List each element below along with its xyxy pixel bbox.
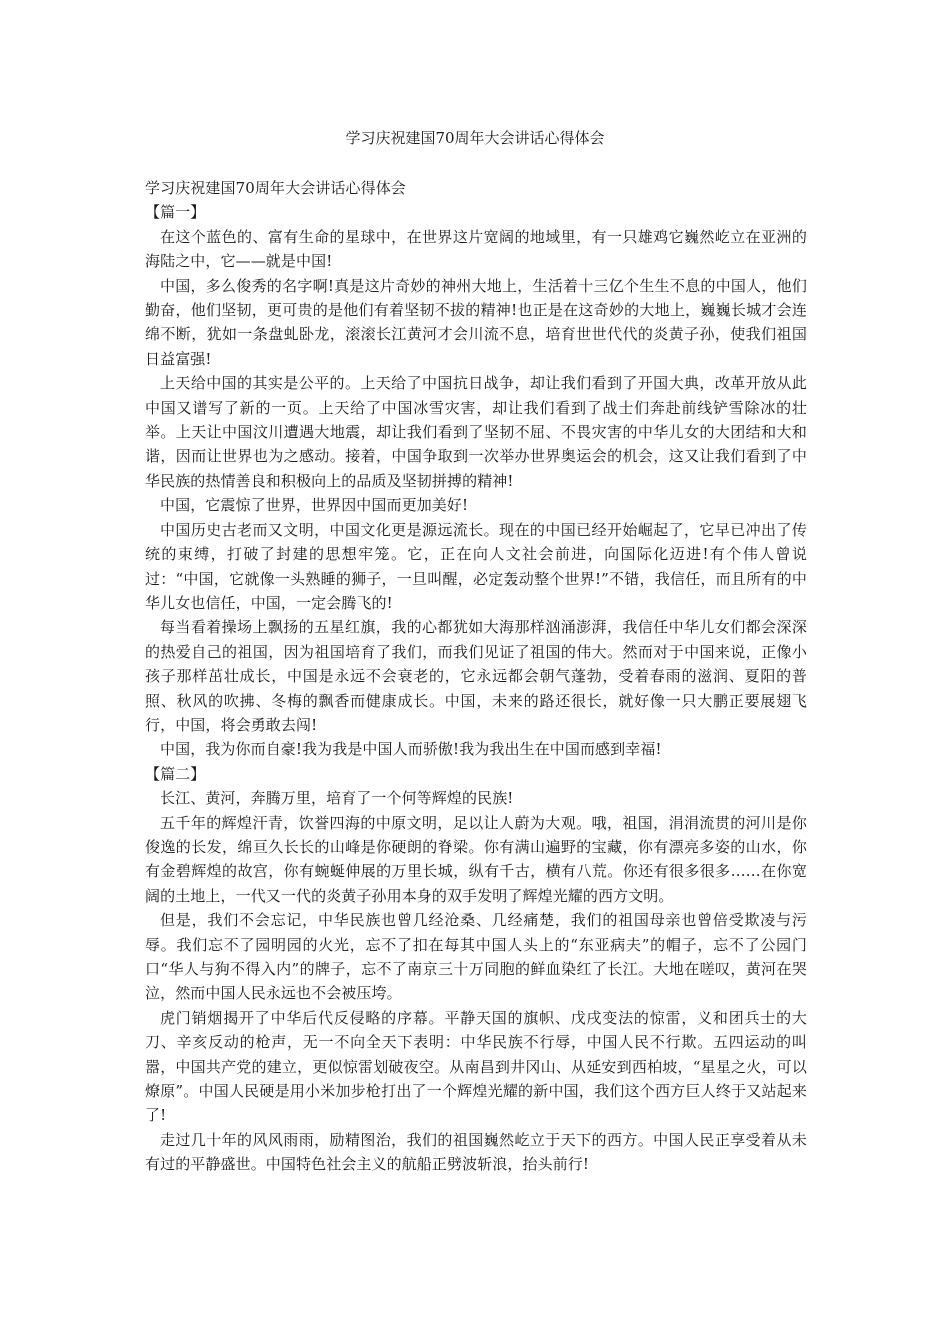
- paragraph: 中国，我为你而自豪!我为我是中国人而骄傲!我为我出生在中国而感到幸福!: [160, 740, 662, 759]
- document-title: 学习庆祝建国70周年大会讲话心得体会: [345, 129, 605, 147]
- document-body: [145, 176, 807, 1177]
- document-subtitle: 学习庆祝建国70周年大会讲话心得体会: [145, 179, 406, 197]
- paragraph: 每当看着操场上飘扬的五星红旗，我的心都犹如大海那样汹涌澎湃，我信任中华儿女们都会深深的热爱自己的祖国，因为祖国培育了我们，而我们见证了祖国的伟大。然而对于中国来说，正像小孩子那样茁壮成长，中国是永远不会衰老的，它永远都会朝气蓬勃，受着春雨的滋润、夏阳的普照、秋风的吹拂、冬梅的飘香而健康成长。中国，未来的路还很长，就好像一只大鹏正要展翅飞行，中国，将会勇敢去闯!: [145, 618, 807, 734]
- paragraph: 中国历史古老而又文明，中国文化更是源远流长。现在的中国已经开始崛起了，它早已冲出了传统的束缚，打破了封建的思想牢笼。它，正在向人文社会前进，向国际化迈进!有个伟人曾说过：“中国，它就像一头熟睡的狮子，一旦叫醒，必定轰动整个世界!”不错，我信任，而且所有的中华儿女也信任，中国，一定会腾飞的!: [145, 520, 807, 612]
- paragraph: 上天给中国的其实是公平的。上天给了中国抗日战争，却让我们看到了开国大典，改革开放从此中国又谱写了新的一页。上天给了中国冰雪灾害，却让我们看到了战士们奔赴前线铲雪除冰的壮举。上天让中国汶川遭遇大地震，却让我们看到了坚韧不屈、不畏灾害的中华儿女的大团结和大和谐，因而让世界也为之感动。接着，中国争取到一次举办世界奥运会的机会，这又让我们看到了中华民族的热情善良和积极向上的品质及坚韧拼搏的精神!: [145, 374, 807, 490]
- paragraph: 五千年的辉煌汗青，饮誉四海的中原文明，足以让人蔚为大观。哦，祖国，涓涓流贯的河川是你俊逸的长发，绵亘久长长的山峰是你硬朗的脊梁。你有满山遍野的宝藏，你有漂亮多姿的山水，你有金碧辉煌的故宫，你有蜿蜒伸展的万里长城，纵有千古，横有八荒。你还有很多很多……在你宽阔的土地上，一代又一代的炎黄子孙用本身的双手发明了辉煌光耀的西方文明。: [145, 813, 807, 905]
- paragraph: 虎门销烟揭开了中华后代反侵略的序幕。平静天国的旗帜、戊戌变法的惊雷，义和团兵士的大刀、辛亥反动的枪声，无一不向全天下表明：中华民族不行辱，中国人民不行欺。五四运动的叫嚣，中国共产党的建立，更似惊雷划破夜空。从南昌到井冈山、从延安到西柏坡，“星星之火，可以燎原”。中国人民硬是用小米加步枪打出了一个辉煌光耀的新中国，我们这个西方巨人终于又站起来了!: [145, 1008, 807, 1125]
- section-heading-2: 【篇二】: [145, 764, 206, 783]
- paragraph: 但是，我们不会忘记，中华民族也曾几经沧桑、几经痛楚，我们的祖国母亲也曾倍受欺凌与污辱。我们忘不了园明园的火光，忘不了扣在每其中国人头上的“东亚病夫”的帽子，忘不了公园门口“华人与狗不得入内”的牌子，忘不了南京三十万同胞的鲜血染红了长江。大地在嗟叹，黄河在哭泣，然而中国人民永远也不会被压垮。: [145, 911, 807, 1003]
- paragraph: 走过几十年的风风雨雨，励精图治，我们的祖国巍然屹立于天下的西方。中国人民正享受着从未有过的平静盛世。中国特色社会主义的航船正劈波斩浪，抬头前行!: [145, 1130, 807, 1174]
- paragraph: 在这个蓝色的、富有生命的星球中，在世界这片宽阔的地域里，有一只雄鸡它巍然屹立在亚洲的海陆之中，它——就是中国!: [145, 227, 807, 271]
- paragraph: 中国，它震惊了世界，世界因中国而更加美好!: [160, 496, 469, 515]
- paragraph: 长江、黄河，奔腾万里，培育了一个何等辉煌的民族!: [160, 789, 514, 808]
- section-heading-1: 【篇一】: [145, 203, 206, 222]
- paragraph: 中国，多么俊秀的名字啊!真是这片奇妙的神州大地上，生活着十三亿个生生不息的中国人，他们勤奋，他们坚韧，更可贵的是他们有着坚韧不拔的精神!也正是在这奇妙的大地上，巍巍长城才会连绵不断，犹如一条盘虬卧龙，滚滚长江黄河才会川流不息，培育世世代代的炎黄子孙，使我们祖国日益富强!: [145, 276, 807, 368]
